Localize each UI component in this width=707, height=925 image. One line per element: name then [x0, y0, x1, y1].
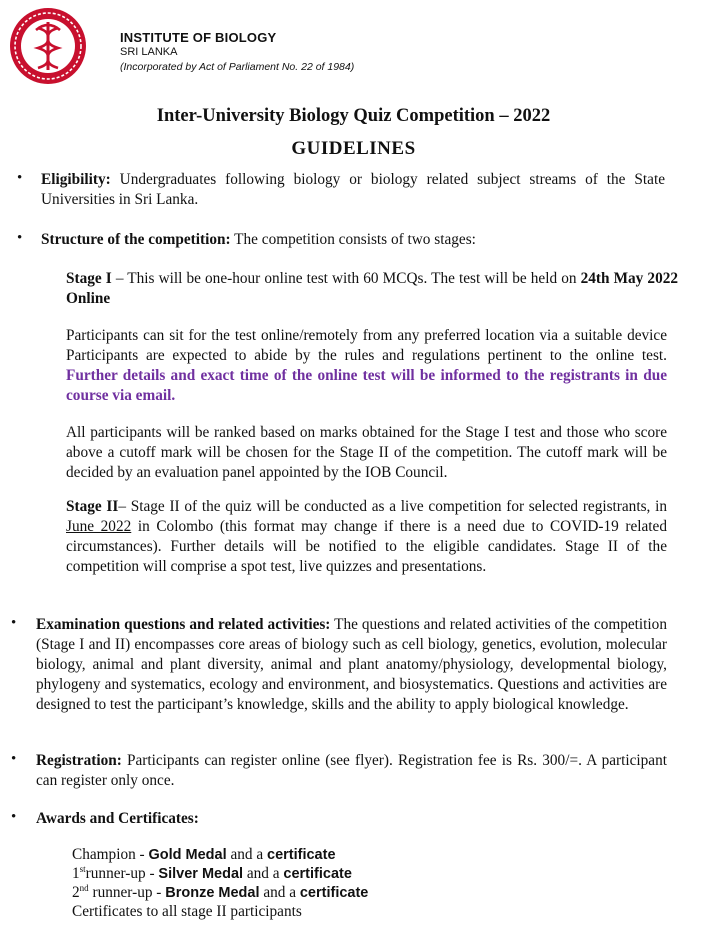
stage1-paragraph [66, 269, 678, 309]
eligibility-paragraph [41, 170, 665, 210]
org-incorporation: (Incorporated by Act of Parliament No. 22 of 1984) [120, 61, 355, 73]
award-second-runner-up [72, 883, 368, 903]
award-first-number: 1 [72, 865, 80, 882]
exam-paragraph [36, 615, 667, 715]
award-stage2-certificates: Certificates to all stage II participants [72, 903, 302, 920]
stage2-text-b: in Colombo (this format may change if there is a need due to COVID-19 related circumstances). Further details will be notified to the eligible candidates. Stage II of the competition will comprise a spot test, live quizzes and presentations. [66, 518, 667, 575]
eligibility-label: Eligibility: [41, 171, 111, 188]
stage2-label: Stage II [66, 498, 119, 515]
award-champion [72, 845, 336, 865]
award-second-and: and a [259, 884, 300, 901]
bullet-registration: • [11, 751, 17, 767]
stage1-details-highlight: Further details and exact time of the online test will be informed to the registrants in due course via email. [66, 367, 667, 404]
award-second-certificate: certificate [299, 885, 369, 901]
bullet-structure: • [17, 230, 23, 246]
award-champion-certificate: certificate [267, 847, 336, 863]
award-first-and: and a [243, 865, 284, 882]
award-first-suffix: st [79, 863, 86, 874]
bullet-awards: • [11, 809, 17, 825]
org-name: INSTITUTE OF BIOLOGY [120, 30, 277, 45]
document-title: Inter-University Biology Quiz Competition – 2022 [156, 106, 551, 126]
award-second-prefix: runner-up - [88, 884, 166, 901]
bullet-eligibility: • [17, 170, 23, 186]
award-gold-medal: Gold Medal [148, 847, 227, 863]
stage1-text: – This will be one-hour online test with 60 MCQs. The test will be held on [111, 270, 581, 287]
document-subtitle: GUIDELINES [291, 138, 416, 159]
registration-paragraph [36, 751, 667, 791]
stage2-text-a: – Stage II of the quiz will be conducted as a live competition for selected registrants, in [118, 498, 667, 515]
stage1-date: 24th May 2022 Online [66, 270, 679, 307]
award-first-certificate: certificate [283, 866, 352, 882]
exam-text: The questions and related activities of the competition (Stage I and II) encompasses core areas of biology such as cell biology, genetics, evolution, molecular biology, animal and plant diversity, animal and plant anatomy/physiology, developmental biology, phylogeny and systematics, ecology and environment, and biosystematics. Questions and activities are designed to test the participant’s knowledge, skills and the ability to apply biological knowledge. [36, 616, 667, 713]
award-champion-and: and a [226, 846, 267, 863]
award-champion-prefix: Champion - [72, 846, 149, 863]
award-bronze-medal: Bronze Medal [165, 885, 260, 901]
ranking-paragraph: All participants will be ranked based on marks obtained for the Stage I test and those who score above a cutoff mark will be chosen for the Stage II of the competition. The cutoff mark will be decided by an evaluation panel appointed by the IOB Council. [66, 424, 667, 481]
exam-label: Examination questions and related activities: [36, 616, 331, 633]
caduceus-dna-logo-icon [8, 6, 88, 86]
stage2-date: June 2022 [66, 518, 132, 535]
org-country: SRI LANKA [120, 46, 178, 58]
letterhead [8, 6, 698, 86]
eligibility-text: Undergraduates following biology or biology related subject streams of the State Universities in Sri Lanka. [41, 171, 665, 208]
stage1-details-text: Participants can sit for the test online/remotely from any preferred location via a suitable device Participants are expected to abide by the rules and regulations pertinent to the online test. [66, 327, 667, 364]
registration-text: Participants can register online (see flyer). Registration fee is Rs. 300/=. A participant can register only once. [36, 752, 667, 789]
structure-label: Structure of the competition: [41, 231, 231, 248]
registration-label: Registration: [36, 752, 122, 769]
stage2-paragraph [66, 497, 667, 577]
award-first-runner-up [72, 864, 352, 884]
structure-paragraph [41, 230, 665, 250]
awards-heading: Awards and Certificates: [36, 810, 199, 827]
structure-text: The competition consists of two stages: [230, 231, 476, 248]
award-second-number: 2 [72, 884, 80, 901]
bullet-exam: • [11, 615, 17, 631]
award-silver-medal: Silver Medal [158, 866, 244, 882]
award-first-prefix: runner-up - [85, 865, 159, 882]
stage1-details-paragraph [66, 326, 667, 406]
stage1-label: Stage I [66, 270, 112, 287]
award-second-suffix: nd [79, 882, 89, 893]
